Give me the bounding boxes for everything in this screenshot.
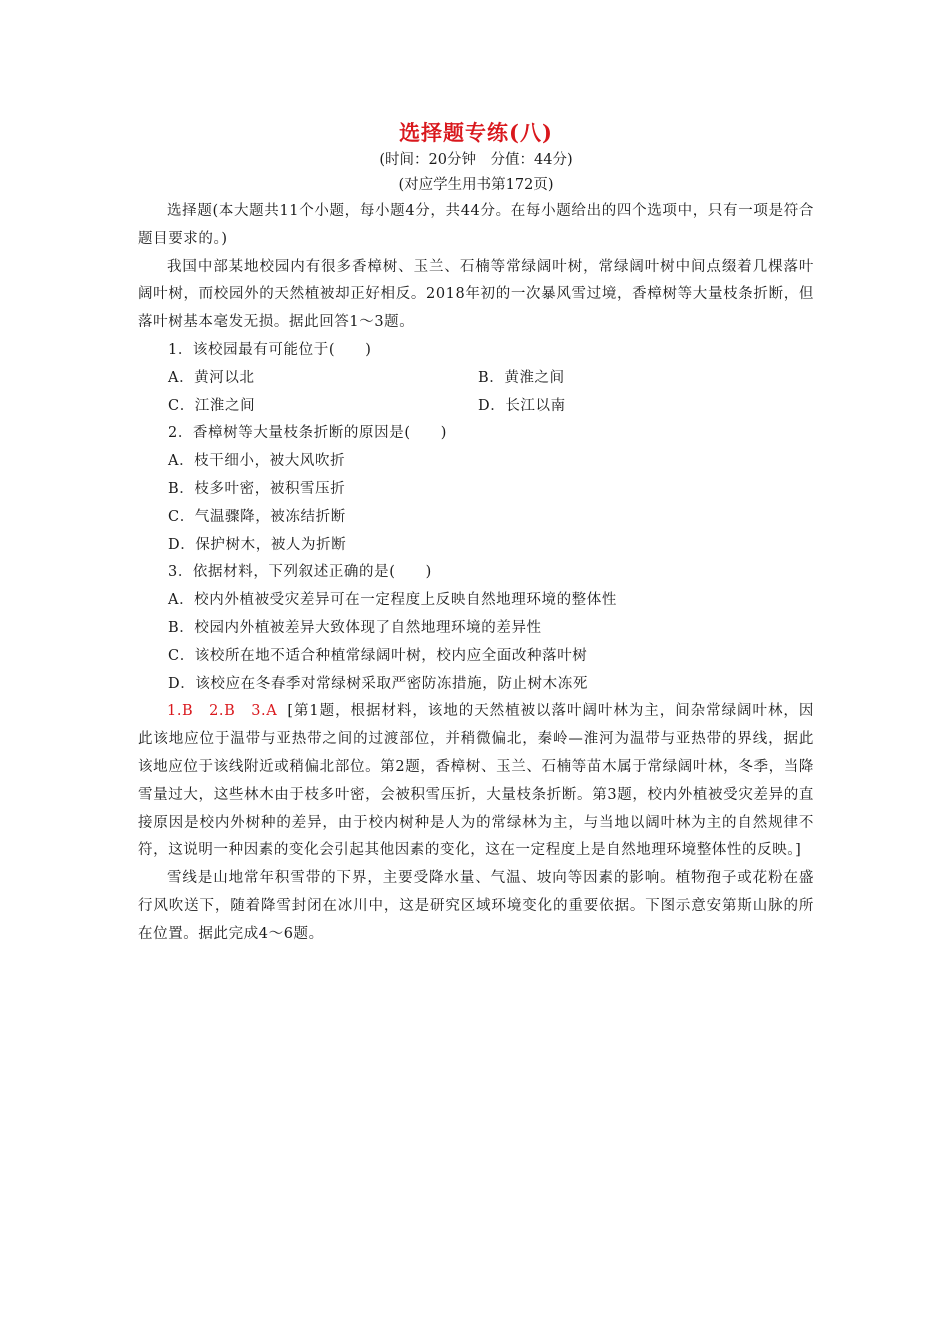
page-reference: (对应学生用书第172页): [398, 177, 554, 193]
question-1-stem: 1．该校园最有可能位于( ): [168, 341, 372, 358]
answer-explanation-block: [138, 698, 814, 865]
passage-1: 我国中部某地校园内有很多香樟树、玉兰、石楠等常绿阔叶树，常绿阔叶树中间点缀着几棵落叶阔叶树，而校园外的天然植被却正好相反。2018年初的一次暴风雪过境，香樟树等大量枝条折断，但落叶树基本毫发无损。据此回答1～3题。: [138, 258, 814, 331]
time-score-line: (时间：20分钟 分值：44分): [379, 152, 573, 168]
question-1-option-b: B．黄淮之间: [478, 369, 565, 386]
question-3-option-d: D．该校应在冬春季对常绿树采取严密防冻措施，防止树木冻死: [168, 675, 588, 692]
answer-explanation: [第1题，根据材料，该地的天然植被以落叶阔叶林为主，间杂常绿阔叶林，因此该地应位于温带与亚热带之间的过渡部位，并稍微偏北，秦岭—淮河为温带与亚热带的界线，据此该地应位于该线附近或稍偏北部位。第2题，香樟树、玉兰、石楠等苗木属于常绿阔叶林，冬季，当降雪量过大，这些林木由于枝多叶密，会被积雪压折，大量枝条折断。第3题，校内外植被受灾差异的直接原因是校内外树种的差异，由于校内树种是人为的常绿林为主，与当地以阔叶林为主的自然规律不符，这说明一种因素的变化会引起其他因素的变化，这在一定程度上是自然地理环境整体性的反映。]: [138, 703, 814, 859]
question-3-option-c: C．该校所在地不适合种植常绿阔叶树，校内应全面改种落叶树: [168, 647, 588, 664]
question-3-option-b: B．校园内外植被差异大致体现了自然地理环境的差异性: [168, 619, 542, 636]
question-1-options-row-1: [138, 365, 814, 393]
question-1-options-row-2: [138, 393, 814, 421]
question-1-option-d: D．长江以南: [478, 397, 566, 414]
question-1-option-a: A．黄河以北: [168, 369, 255, 386]
page-title: 选择题专练(八): [399, 120, 553, 145]
question-2-option-c: C．气温骤降，被冻结折断: [168, 508, 346, 525]
question-3-stem: 3．依据材料，下列叙述正确的是( ): [168, 564, 432, 581]
question-2-stem: 2．香樟树等大量枝条折断的原因是( ): [168, 425, 448, 442]
question-2-option-d: D．保护树木，被人为折断: [168, 536, 347, 553]
answer-keys: 1.B 2.B 3.A: [167, 703, 278, 720]
instructions: 选择题(本大题共11个小题，每小题4分，共44分。在每小题给出的四个选项中，只有一项是符合题目要求的。): [138, 203, 814, 247]
question-1-option-c: C．江淮之间: [168, 397, 256, 414]
question-2-option-a: A．枝干细小，被大风吹折: [168, 453, 346, 470]
document-page: [138, 118, 814, 949]
question-3-option-a: A．校内外植被受灾差异可在一定程度上反映自然地理环境的整体性: [168, 592, 617, 609]
passage-2: 雪线是山地常年积雪带的下界，主要受降水量、气温、坡向等因素的影响。植物孢子或花粉在盛行风吹送下，随着降雪封闭在冰川中，这是研究区域环境变化的重要依据。下图示意安第斯山脉的所在位置。据此完成4～6题。: [138, 870, 814, 942]
question-2-option-b: B．枝多叶密，被积雪压折: [168, 480, 346, 497]
